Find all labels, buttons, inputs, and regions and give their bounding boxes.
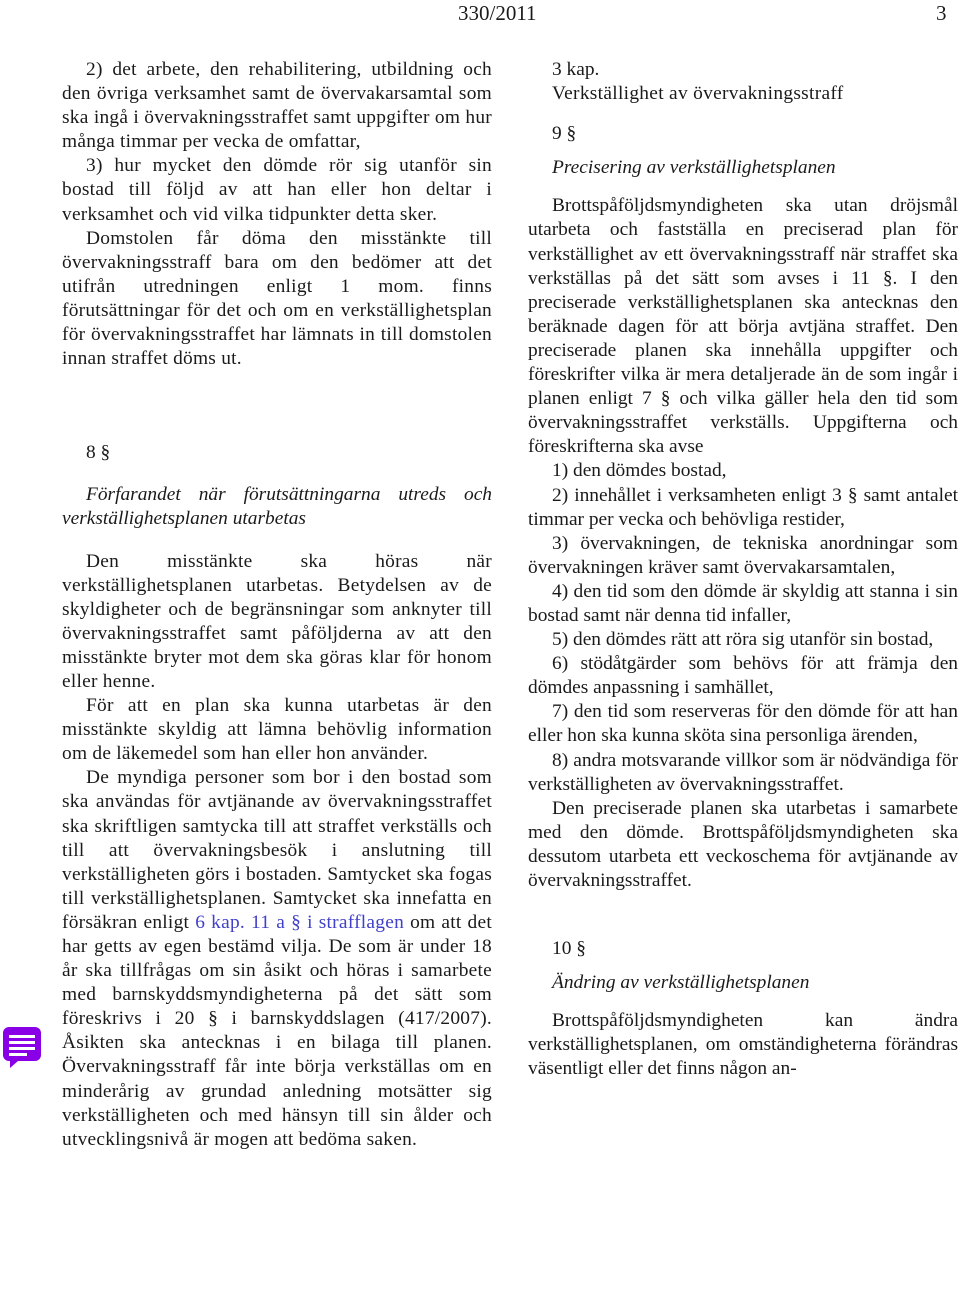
section-10-heading: 10 § xyxy=(552,938,586,960)
section-8-heading: 8 § xyxy=(86,442,111,464)
list-item: 2) innehållet i verksamheten enligt 3 § samt antalet timmar per vecka och behövliga restider, xyxy=(528,484,958,530)
section-8-body xyxy=(62,550,492,1152)
left-column xyxy=(62,58,492,1152)
page-number: 3 xyxy=(936,1,947,25)
paragraph xyxy=(62,766,492,1152)
left-body-top xyxy=(62,58,492,371)
chapter-heading: 3 kap. xyxy=(552,59,600,80)
section-9-heading: 9 § xyxy=(552,123,577,145)
paragraph: Domstolen får döma den misstänkte till övervakningsstraff bara om den bedömer att det utifrån utredningen enligt 1 mom. finns förutsättningar för det och om en verkställighetsplan för övervakningsstraffet har lämnats in till domstolen innan straffet döms ut. xyxy=(62,227,492,370)
list-item: 4) den tid som den dömde är skyldig att stanna i sin bostad samt när denna tid infaller, xyxy=(528,580,958,626)
chapter-title: Verkställighet av övervakningsstraff xyxy=(552,83,844,105)
section-10-title: Ändring av verkställighetsplanen xyxy=(552,972,810,994)
paragraph: Den misstänkte ska höras när verkställighetsplanen utarbetas. Betydelsen av de skyldigheter och de begränsningar som anknyter till övervakningsstraffet samt påföljderna av att den misstänkte bryter mot dem ska göras klar för honom eller henne. xyxy=(62,550,492,692)
document-number: 330/2011 xyxy=(458,1,537,25)
list-item: 5) den dömdes rätt att röra sig utanför sin bostad, xyxy=(552,629,934,651)
section-9-title: Precisering av verkställighetsplanen xyxy=(552,157,836,179)
right-column xyxy=(528,58,958,1082)
item-list xyxy=(528,459,958,796)
text-run: De myndiga personer som bor i den bostad som ska användas för avtjänande av övervakningsstraffet ska skriftligen samtycka till att straffet verkställs och till att övervakningsbesök i anslutning till verkställigheten görs i bostaden. Samtycket ska fogas till verkställighetsplanen. Samtycket ska innefatta en försäkran enligt xyxy=(62,767,492,933)
note-icon[interactable] xyxy=(0,1024,44,1068)
paragraph: 2) det arbete, den rehabilitering, utbildning och den övriga verksamhet samt de övervakarsamtal som ska ingå i övervakningsstraffet samt uppgifter om hur många timmar per vecka de omfattar, xyxy=(62,59,492,153)
list-item: 8) andra motsvarande villkor som är nödvändiga för verkställigheten av övervakningsstraffet. xyxy=(528,749,958,795)
list-item: 3) övervakningen, de tekniska anordningar som övervakningen kräver samt övervakarsamtalen, xyxy=(528,532,958,578)
list-item: 1) den dömdes bostad, xyxy=(552,460,727,482)
strafflagen-link[interactable]: 6 kap. 11 a § i strafflagen xyxy=(195,911,405,933)
text-run: om att det har getts av egen bestämd vilja. De som är under 18 år ska tillfrågas om sin åsikt och höras i samarbete med barnskyddsmyndigheterna på det sätt som föreskrivs i 20 § i barnskyddslagen (417/2007). Åsikten ska antecknas i en bilaga till planen. Övervakningsstraff får inte börja verkställas om en minderårig av grundad anledning motsätter sig verkställigheten och med hänsyn till sin ålder och utvecklingsnivå är mogen att bedöma saken. xyxy=(62,911,492,1150)
list-item: 7) den tid som reserveras för den dömde för att han eller hon ska kunna sköta sina personliga ärenden, xyxy=(528,701,958,747)
paragraph: 3) hur mycket den dömde rör sig utanför sin bostad till följd av att han eller hon deltar i verksamhet och vid vilka tidpunkter detta sker. xyxy=(62,155,492,225)
paragraph: Den preciserade planen ska utarbetas i samarbete med den dömde. Brottspåföljdsmyndigheten ska dessutom utarbeta ett veckoschema för avtjänande av övervakningsstraffet. xyxy=(528,797,958,891)
paragraph: För att en plan ska kunna utarbetas är den misstänkte skyldig att lämna behövlig information om de läkemedel som han eller hon använder. xyxy=(62,695,492,765)
paragraph: Brottspåföljdsmyndigheten ska utan dröjsmål utarbeta och fastställa en preciserad plan för verkställighet av ett övervakningsstraff när straffet ska verkställas på det sätt som avses i 11 §. I den preciserade verkställighetsplanen ska antecknas den beräknade dagen för att börja avtjäna straffet. Den preciserade planen ska innehålla uppgifter och föreskrifter vilka är mera detaljerade än de som ingår i planen enligt 7 § och vilka gäller hela den tid som övervakningsstraffet verkställs. Uppgifterna och föreskrifterna ska avse xyxy=(528,195,958,458)
section-8-title: Förfarandet när förutsättningarna utreds och verkställighetsplanen utarbetas xyxy=(62,484,492,530)
paragraph: Brottspåföljdsmyndigheten kan ändra verkställighetsplanen, om omständigheterna förändras väsentligt eller det finns någon an- xyxy=(528,1010,958,1080)
list-item: 6) stödåtgärder som behövs för att främja den dömdes anpassning i samhället, xyxy=(528,653,958,699)
